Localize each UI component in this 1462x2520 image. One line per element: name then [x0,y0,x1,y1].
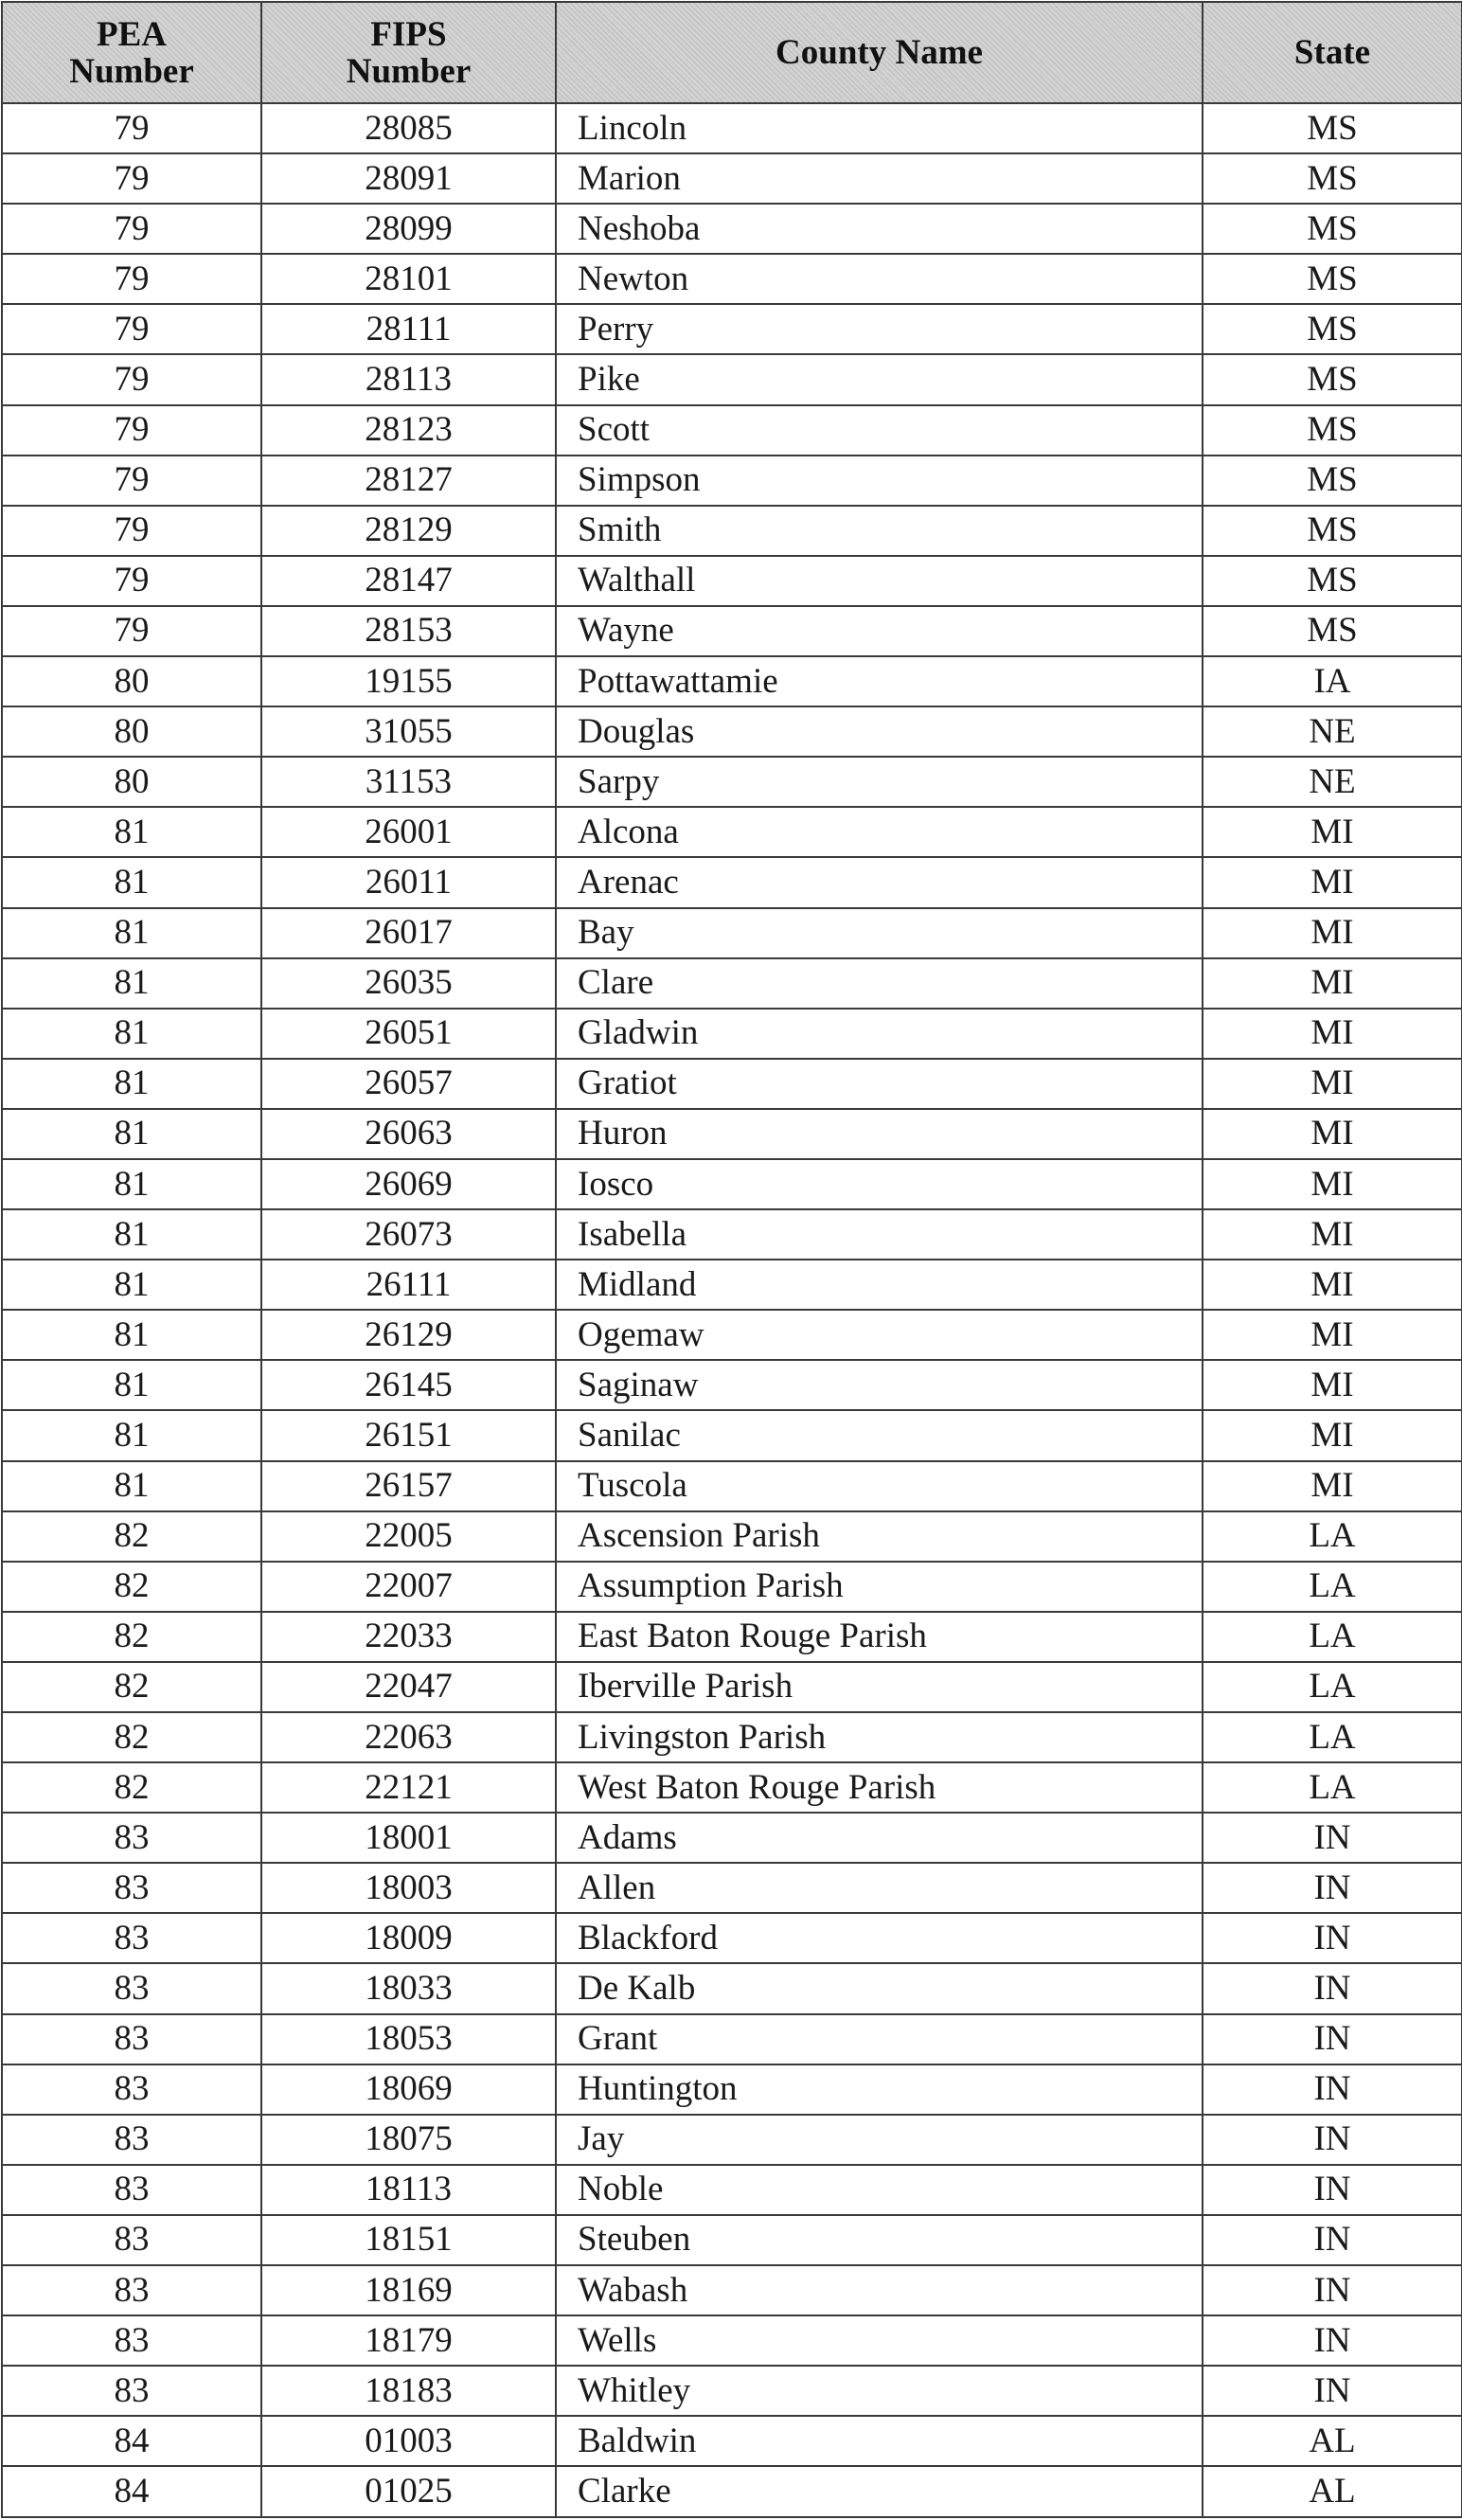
pea-number-cell: 82 [2,1612,261,1662]
table-row [2,1562,1462,1612]
fips-number-cell: 01003 [261,2416,556,2466]
table-row [2,304,1462,354]
fips-number-cell: 26073 [261,1209,556,1260]
pea-number-cell: 79 [2,153,261,204]
table-row [2,1260,1462,1310]
pea-number-cell: 83 [2,1963,261,2013]
pea-number-cell: 81 [2,1009,261,1059]
table-row [2,857,1462,907]
county-name-cell: Baldwin [556,2416,1203,2466]
county-name-cell: Douglas [556,706,1203,757]
pea-number-cell: 79 [2,354,261,404]
pea-number-cell: 81 [2,1109,261,1159]
pea-number-cell: 79 [2,606,261,656]
pea-number-cell: 83 [2,1813,261,1863]
state-cell: IN [1203,2064,1462,2115]
table-row [2,153,1462,204]
table-row [2,1813,1462,1863]
fips-number-cell: 28123 [261,405,556,456]
fips-number-cell: 31153 [261,757,556,807]
state-cell: MS [1203,304,1462,354]
pea-number-cell: 79 [2,204,261,254]
table-row [2,1009,1462,1059]
fips-number-cell: 28113 [261,354,556,404]
table-row [2,254,1462,304]
county-name-cell: Whitley [556,2366,1203,2416]
header-line: FIPS [370,14,447,54]
county-name-cell: Newton [556,254,1203,304]
fips-number-cell: 26011 [261,857,556,907]
fips-number-cell: 28099 [261,204,556,254]
pea-number-cell: 80 [2,757,261,807]
fips-number-cell: 26145 [261,1360,556,1410]
county-name-cell: Scott [556,405,1203,456]
state-cell: LA [1203,1712,1462,1762]
county-name-cell: Huntington [556,2064,1203,2115]
county-table [1,1,1462,2518]
state-cell: MS [1203,204,1462,254]
county-name-cell: Alcona [556,807,1203,857]
state-cell: MI [1203,1260,1462,1310]
table-row [2,103,1462,153]
fips-number-cell: 22033 [261,1612,556,1662]
pea-number-cell: 79 [2,456,261,506]
table-row [2,1310,1462,1360]
pea-number-cell: 82 [2,1662,261,1712]
pea-number-cell: 82 [2,1511,261,1562]
pea-number-cell: 83 [2,2366,261,2416]
table-row [2,1612,1462,1662]
fips-number-cell: 18069 [261,2064,556,2115]
county-name-cell: Wayne [556,606,1203,656]
state-cell: IN [1203,2215,1462,2265]
pea-number-cell: 79 [2,405,261,456]
pea-number-cell: 81 [2,1310,261,1360]
fips-number-cell: 18003 [261,1863,556,1913]
state-cell: MI [1203,1009,1462,1059]
state-cell: MS [1203,456,1462,506]
fips-number-cell: 19155 [261,656,556,706]
fips-number-cell: 22005 [261,1511,556,1562]
table-row [2,1159,1462,1209]
county-name-cell: Bay [556,908,1203,958]
pea-number-cell: 81 [2,857,261,907]
state-cell: MI [1203,1109,1462,1159]
county-name-cell: Clare [556,958,1203,1009]
state-cell: IN [1203,1963,1462,2013]
state-cell: MI [1203,908,1462,958]
fips-number-cell: 18053 [261,2014,556,2064]
county-name-cell: Noble [556,2165,1203,2215]
state-cell: MS [1203,606,1462,656]
county-name-cell: Arenac [556,857,1203,907]
table-row [2,405,1462,456]
table-row [2,1461,1462,1511]
fips-number-cell: 28111 [261,304,556,354]
fips-number-cell: 28147 [261,556,556,606]
county-name-cell: Jay [556,2115,1203,2165]
table-row [2,1662,1462,1712]
county-name-cell: Smith [556,506,1203,556]
fips-number-cell: 26017 [261,908,556,958]
fips-number-cell: 18179 [261,2315,556,2366]
fips-number-cell: 18113 [261,2165,556,2215]
table-row [2,2466,1462,2516]
table-row [2,2165,1462,2215]
county-name-cell: East Baton Rouge Parish [556,1612,1203,1662]
fips-number-cell: 18001 [261,1813,556,1863]
table-row [2,706,1462,757]
fips-number-cell: 26157 [261,1461,556,1511]
pea-number-cell: 79 [2,304,261,354]
fips-number-cell: 26001 [261,807,556,857]
pea-number-cell: 79 [2,103,261,153]
county-name-cell: Walthall [556,556,1203,606]
fips-number-cell: 22063 [261,1712,556,1762]
table-row [2,2115,1462,2165]
pea-number-cell: 81 [2,807,261,857]
county-name-cell: Isabella [556,1209,1203,1260]
state-cell: IN [1203,2366,1462,2416]
fips-number-cell: 18009 [261,1913,556,1963]
fips-number-cell: 28153 [261,606,556,656]
state-cell: MI [1203,1461,1462,1511]
table-row [2,757,1462,807]
county-name-cell: Neshoba [556,204,1203,254]
state-cell: IN [1203,1913,1462,1963]
pea-number-cell: 81 [2,1410,261,1460]
state-cell: NE [1203,706,1462,757]
column-header-state: State [1203,2,1462,103]
county-name-cell: Sarpy [556,757,1203,807]
table-row [2,204,1462,254]
county-name-cell: Clarke [556,2466,1203,2516]
fips-number-cell: 18183 [261,2366,556,2416]
table-row [2,2265,1462,2315]
state-cell: MS [1203,405,1462,456]
fips-number-cell: 26051 [261,1009,556,1059]
fips-number-cell: 28091 [261,153,556,204]
table-row [2,2014,1462,2064]
state-cell: MS [1203,354,1462,404]
table-row [2,1712,1462,1762]
pea-number-cell: 83 [2,2014,261,2064]
county-name-cell: Perry [556,304,1203,354]
table-row [2,556,1462,606]
table-row [2,506,1462,556]
state-cell: IN [1203,1813,1462,1863]
fips-number-cell: 28085 [261,103,556,153]
county-name-cell: Allen [556,1863,1203,1913]
table-row [2,1963,1462,2013]
table-row [2,958,1462,1009]
state-cell: LA [1203,1511,1462,1562]
fips-number-cell: 31055 [261,706,556,757]
pea-number-cell: 81 [2,1360,261,1410]
header-line: PEA [97,14,167,54]
state-cell: LA [1203,1612,1462,1662]
pea-number-cell: 83 [2,2064,261,2115]
fips-number-cell: 28127 [261,456,556,506]
county-name-cell: Livingston Parish [556,1712,1203,1762]
column-header-county-name: County Name [556,2,1203,103]
state-cell: MS [1203,556,1462,606]
fips-number-cell: 26069 [261,1159,556,1209]
state-cell: IN [1203,2014,1462,2064]
state-cell: AL [1203,2466,1462,2516]
table-row [2,908,1462,958]
fips-number-cell: 26057 [261,1059,556,1109]
state-cell: NE [1203,757,1462,807]
pea-number-cell: 81 [2,908,261,958]
county-name-cell: Wabash [556,2265,1203,2315]
state-cell: MI [1203,1310,1462,1360]
state-cell: MI [1203,1360,1462,1410]
pea-number-cell: 81 [2,958,261,1009]
table-row [2,1410,1462,1460]
county-name-cell: Saginaw [556,1360,1203,1410]
pea-number-cell: 83 [2,1863,261,1913]
county-name-cell: Steuben [556,2215,1203,2265]
county-name-cell: Pike [556,354,1203,404]
state-cell: MI [1203,1059,1462,1109]
fips-number-cell: 28101 [261,254,556,304]
table-row [2,2416,1462,2466]
county-name-cell: Grant [556,2014,1203,2064]
table-body [2,103,1462,2517]
pea-number-cell: 83 [2,2215,261,2265]
pea-number-cell: 81 [2,1209,261,1260]
fips-number-cell: 28129 [261,506,556,556]
county-name-cell: Ogemaw [556,1310,1203,1360]
state-cell: IN [1203,2165,1462,2215]
state-cell: MI [1203,857,1462,907]
state-cell: MS [1203,153,1462,204]
fips-number-cell: 18033 [261,1963,556,2013]
state-cell: IN [1203,2265,1462,2315]
county-name-cell: Adams [556,1813,1203,1863]
pea-number-cell: 79 [2,254,261,304]
pea-number-cell: 80 [2,706,261,757]
table-row [2,2315,1462,2366]
county-name-cell: Assumption Parish [556,1562,1203,1612]
county-name-cell: Ascension Parish [556,1511,1203,1562]
fips-number-cell: 26111 [261,1260,556,1310]
table-row [2,656,1462,706]
pea-number-cell: 79 [2,506,261,556]
table-row [2,1360,1462,1410]
state-cell: MS [1203,506,1462,556]
state-cell: IN [1203,1863,1462,1913]
pea-number-cell: 84 [2,2466,261,2516]
pea-number-cell: 84 [2,2416,261,2466]
pea-number-cell: 83 [2,2115,261,2165]
state-cell: MI [1203,807,1462,857]
fips-number-cell: 26063 [261,1109,556,1159]
pea-number-cell: 81 [2,1260,261,1310]
fips-number-cell: 18151 [261,2215,556,2265]
county-name-cell: Midland [556,1260,1203,1310]
county-name-cell: Iberville Parish [556,1662,1203,1712]
fips-number-cell: 18169 [261,2265,556,2315]
pea-number-cell: 82 [2,1712,261,1762]
table-row [2,1913,1462,1963]
fips-number-cell: 26035 [261,958,556,1009]
fips-number-cell: 22121 [261,1762,556,1813]
state-cell: LA [1203,1562,1462,1612]
state-cell: MI [1203,1159,1462,1209]
table-row [2,1863,1462,1913]
pea-number-cell: 80 [2,656,261,706]
table-row [2,1209,1462,1260]
table-row [2,807,1462,857]
county-name-cell: De Kalb [556,1963,1203,2013]
state-cell: MS [1203,103,1462,153]
pea-number-cell: 82 [2,1562,261,1612]
pea-number-cell: 81 [2,1059,261,1109]
pea-number-cell: 81 [2,1461,261,1511]
table-row [2,2064,1462,2115]
header-line: Number [69,51,194,91]
state-cell: IN [1203,2115,1462,2165]
county-name-cell: Tuscola [556,1461,1203,1511]
table-row [2,2366,1462,2416]
county-name-cell: Gratiot [556,1059,1203,1109]
state-cell: MI [1203,1209,1462,1260]
county-name-cell: West Baton Rouge Parish [556,1762,1203,1813]
pea-number-cell: 79 [2,556,261,606]
county-name-cell: Gladwin [556,1009,1203,1059]
state-cell: AL [1203,2416,1462,2466]
fips-number-cell: 22047 [261,1662,556,1712]
header-row [2,2,1462,103]
county-name-cell: Iosco [556,1159,1203,1209]
county-name-cell: Simpson [556,456,1203,506]
table-header [2,2,1462,103]
fips-number-cell: 26129 [261,1310,556,1360]
state-cell: LA [1203,1662,1462,1712]
county-name-cell: Sanilac [556,1410,1203,1460]
county-name-cell: Marion [556,153,1203,204]
table-row [2,606,1462,656]
pea-number-cell: 83 [2,2315,261,2366]
fips-number-cell: 22007 [261,1562,556,1612]
state-cell: MI [1203,1410,1462,1460]
table-row [2,354,1462,404]
county-name-cell: Blackford [556,1913,1203,1963]
table-row [2,2215,1462,2265]
fips-number-cell: 26151 [261,1410,556,1460]
county-name-cell: Huron [556,1109,1203,1159]
state-cell: MS [1203,254,1462,304]
fips-number-cell: 01025 [261,2466,556,2516]
fips-number-cell: 18075 [261,2115,556,2165]
pea-number-cell: 81 [2,1159,261,1209]
table-row [2,1511,1462,1562]
county-name-cell: Wells [556,2315,1203,2366]
header-line: Number [346,51,472,91]
state-cell: IA [1203,656,1462,706]
pea-number-cell: 83 [2,1913,261,1963]
pea-number-cell: 83 [2,2165,261,2215]
table-row [2,1109,1462,1159]
table-row [2,456,1462,506]
state-cell: IN [1203,2315,1462,2366]
table-row [2,1762,1462,1813]
pea-number-cell: 82 [2,1762,261,1813]
pea-number-cell: 83 [2,2265,261,2315]
county-name-cell: Pottawattamie [556,656,1203,706]
county-name-cell: Lincoln [556,103,1203,153]
state-cell: MI [1203,958,1462,1009]
state-cell: LA [1203,1762,1462,1813]
column-header-pea-number [2,2,261,103]
table-row [2,1059,1462,1109]
column-header-fips-number [261,2,556,103]
